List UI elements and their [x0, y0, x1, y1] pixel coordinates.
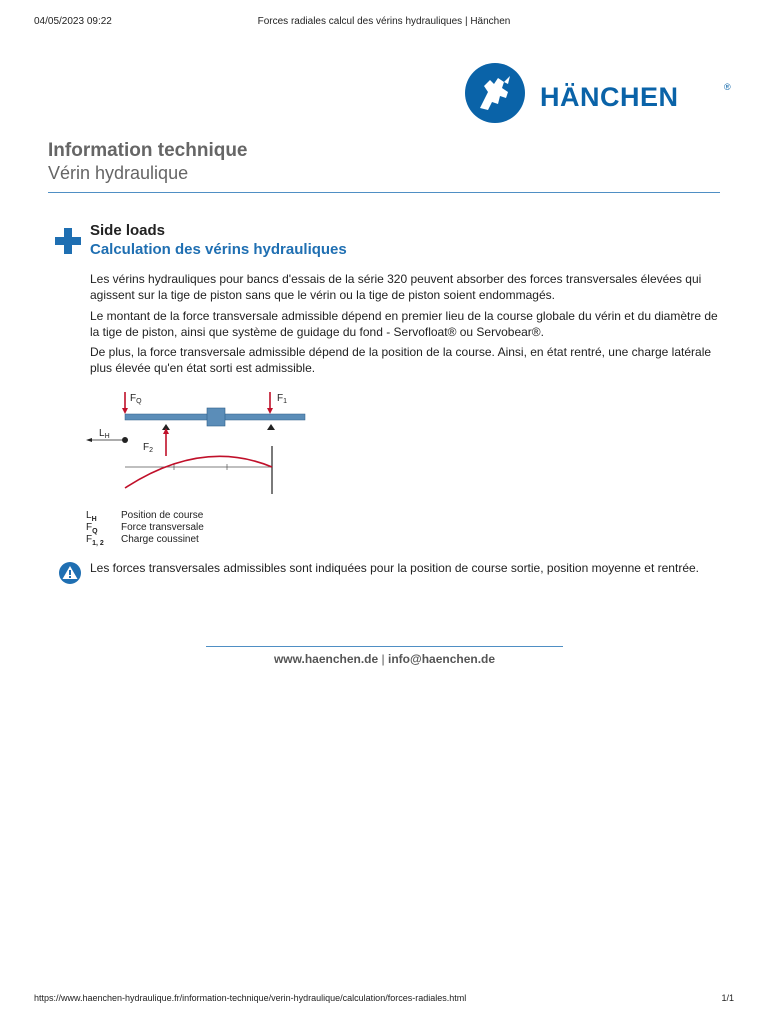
- email-link[interactable]: info@haenchen.de: [388, 652, 496, 666]
- contact-separator: |: [381, 652, 385, 666]
- f1-label: F: [277, 393, 284, 404]
- contact-line: [206, 652, 563, 666]
- page-subtitle: Vérin hydraulique: [48, 163, 189, 183]
- print-header: [34, 16, 734, 30]
- support-right: [267, 424, 275, 430]
- legend-row: $F_Q$ Force transversale: [86, 522, 204, 535]
- piston-block: [207, 408, 225, 426]
- legend-symbol: F: [86, 534, 93, 545]
- haenchen-logo[interactable]: [464, 62, 736, 124]
- intro-paragraph: Les vérins hydrauliques pour bancs d'essais de la série 320 peuvent absorber des forces transversales élevées qui agissent sur la tige de piston sans que le vérin ou la tige de piston soient endommagés.: [90, 272, 702, 302]
- legend-description: Position de course: [121, 510, 204, 521]
- side-load-diagram: [82, 388, 322, 500]
- horse-emblem-icon: [464, 62, 526, 124]
- footer-divider: [206, 646, 563, 647]
- warning-icon: [59, 562, 81, 584]
- load-curve: [125, 456, 272, 488]
- section-heading: Side loads: [90, 222, 166, 239]
- section-title: Calculation des vérins hydrauliques: [90, 241, 347, 258]
- f2-label: F: [143, 442, 150, 453]
- header-divider: [48, 192, 720, 193]
- position-paragraph: De plus, la force transversale admissible dépend de la position de la course. Ainsi, en état rentré, une charge latérale plus élevée qu'en état sorti est admissible.: [90, 345, 712, 375]
- legend-description: Charge coussinet: [121, 534, 199, 545]
- legend-description: Force transversale: [121, 522, 204, 533]
- page-title: Information technique: [48, 140, 248, 161]
- svg-text:LH: $L_H$: [99, 428, 110, 440]
- lh-pivot: [122, 437, 128, 443]
- legend-symbol: L: [86, 510, 92, 521]
- print-footer: [34, 993, 734, 1007]
- legend-symbol: F: [86, 522, 93, 533]
- legend-row: $F_{1, 2}$ Charge coussinet: [86, 534, 199, 547]
- fq-label: F: [130, 393, 137, 404]
- print-date: 04/05/2023 09:22: [34, 16, 112, 27]
- force-paragraph: Le montant de la force transversale admissible dépend en premier lieu de la course globale du vérin et du diamètre de la tige de piston, ainsi que système de guidage du fond - Servofloat® ou Servobear®.: [90, 309, 718, 339]
- legend-row: $L_H$ Position de course: [86, 510, 204, 523]
- logo-wordmark: HÄNCHEN: [540, 82, 679, 112]
- svg-text:FQ: $F_Q$: [130, 393, 142, 405]
- page-number: 1/1: [721, 993, 734, 1003]
- expand-plus-icon[interactable]: [55, 228, 81, 254]
- diagram-legend: [86, 510, 286, 546]
- lh-label: L: [99, 428, 105, 439]
- print-title: Forces radiales calcul des vérins hydrauliques | Hänchen: [257, 16, 511, 27]
- note-text: Les forces transversales admissibles sont indiquées pour la position de course sortie, position moyenne et rentrée.: [90, 561, 699, 575]
- website-link[interactable]: www.haenchen.de: [273, 652, 379, 666]
- registered-mark: ®: [724, 82, 731, 92]
- print-url: https://www.haenchen-hydraulique.fr/information-technique/verin-hydraulique/calculation/forces-radiales.html: [34, 993, 467, 1003]
- svg-text:F2: $F_2$: [143, 442, 154, 454]
- svg-text:F1: $F_1$: [277, 393, 288, 405]
